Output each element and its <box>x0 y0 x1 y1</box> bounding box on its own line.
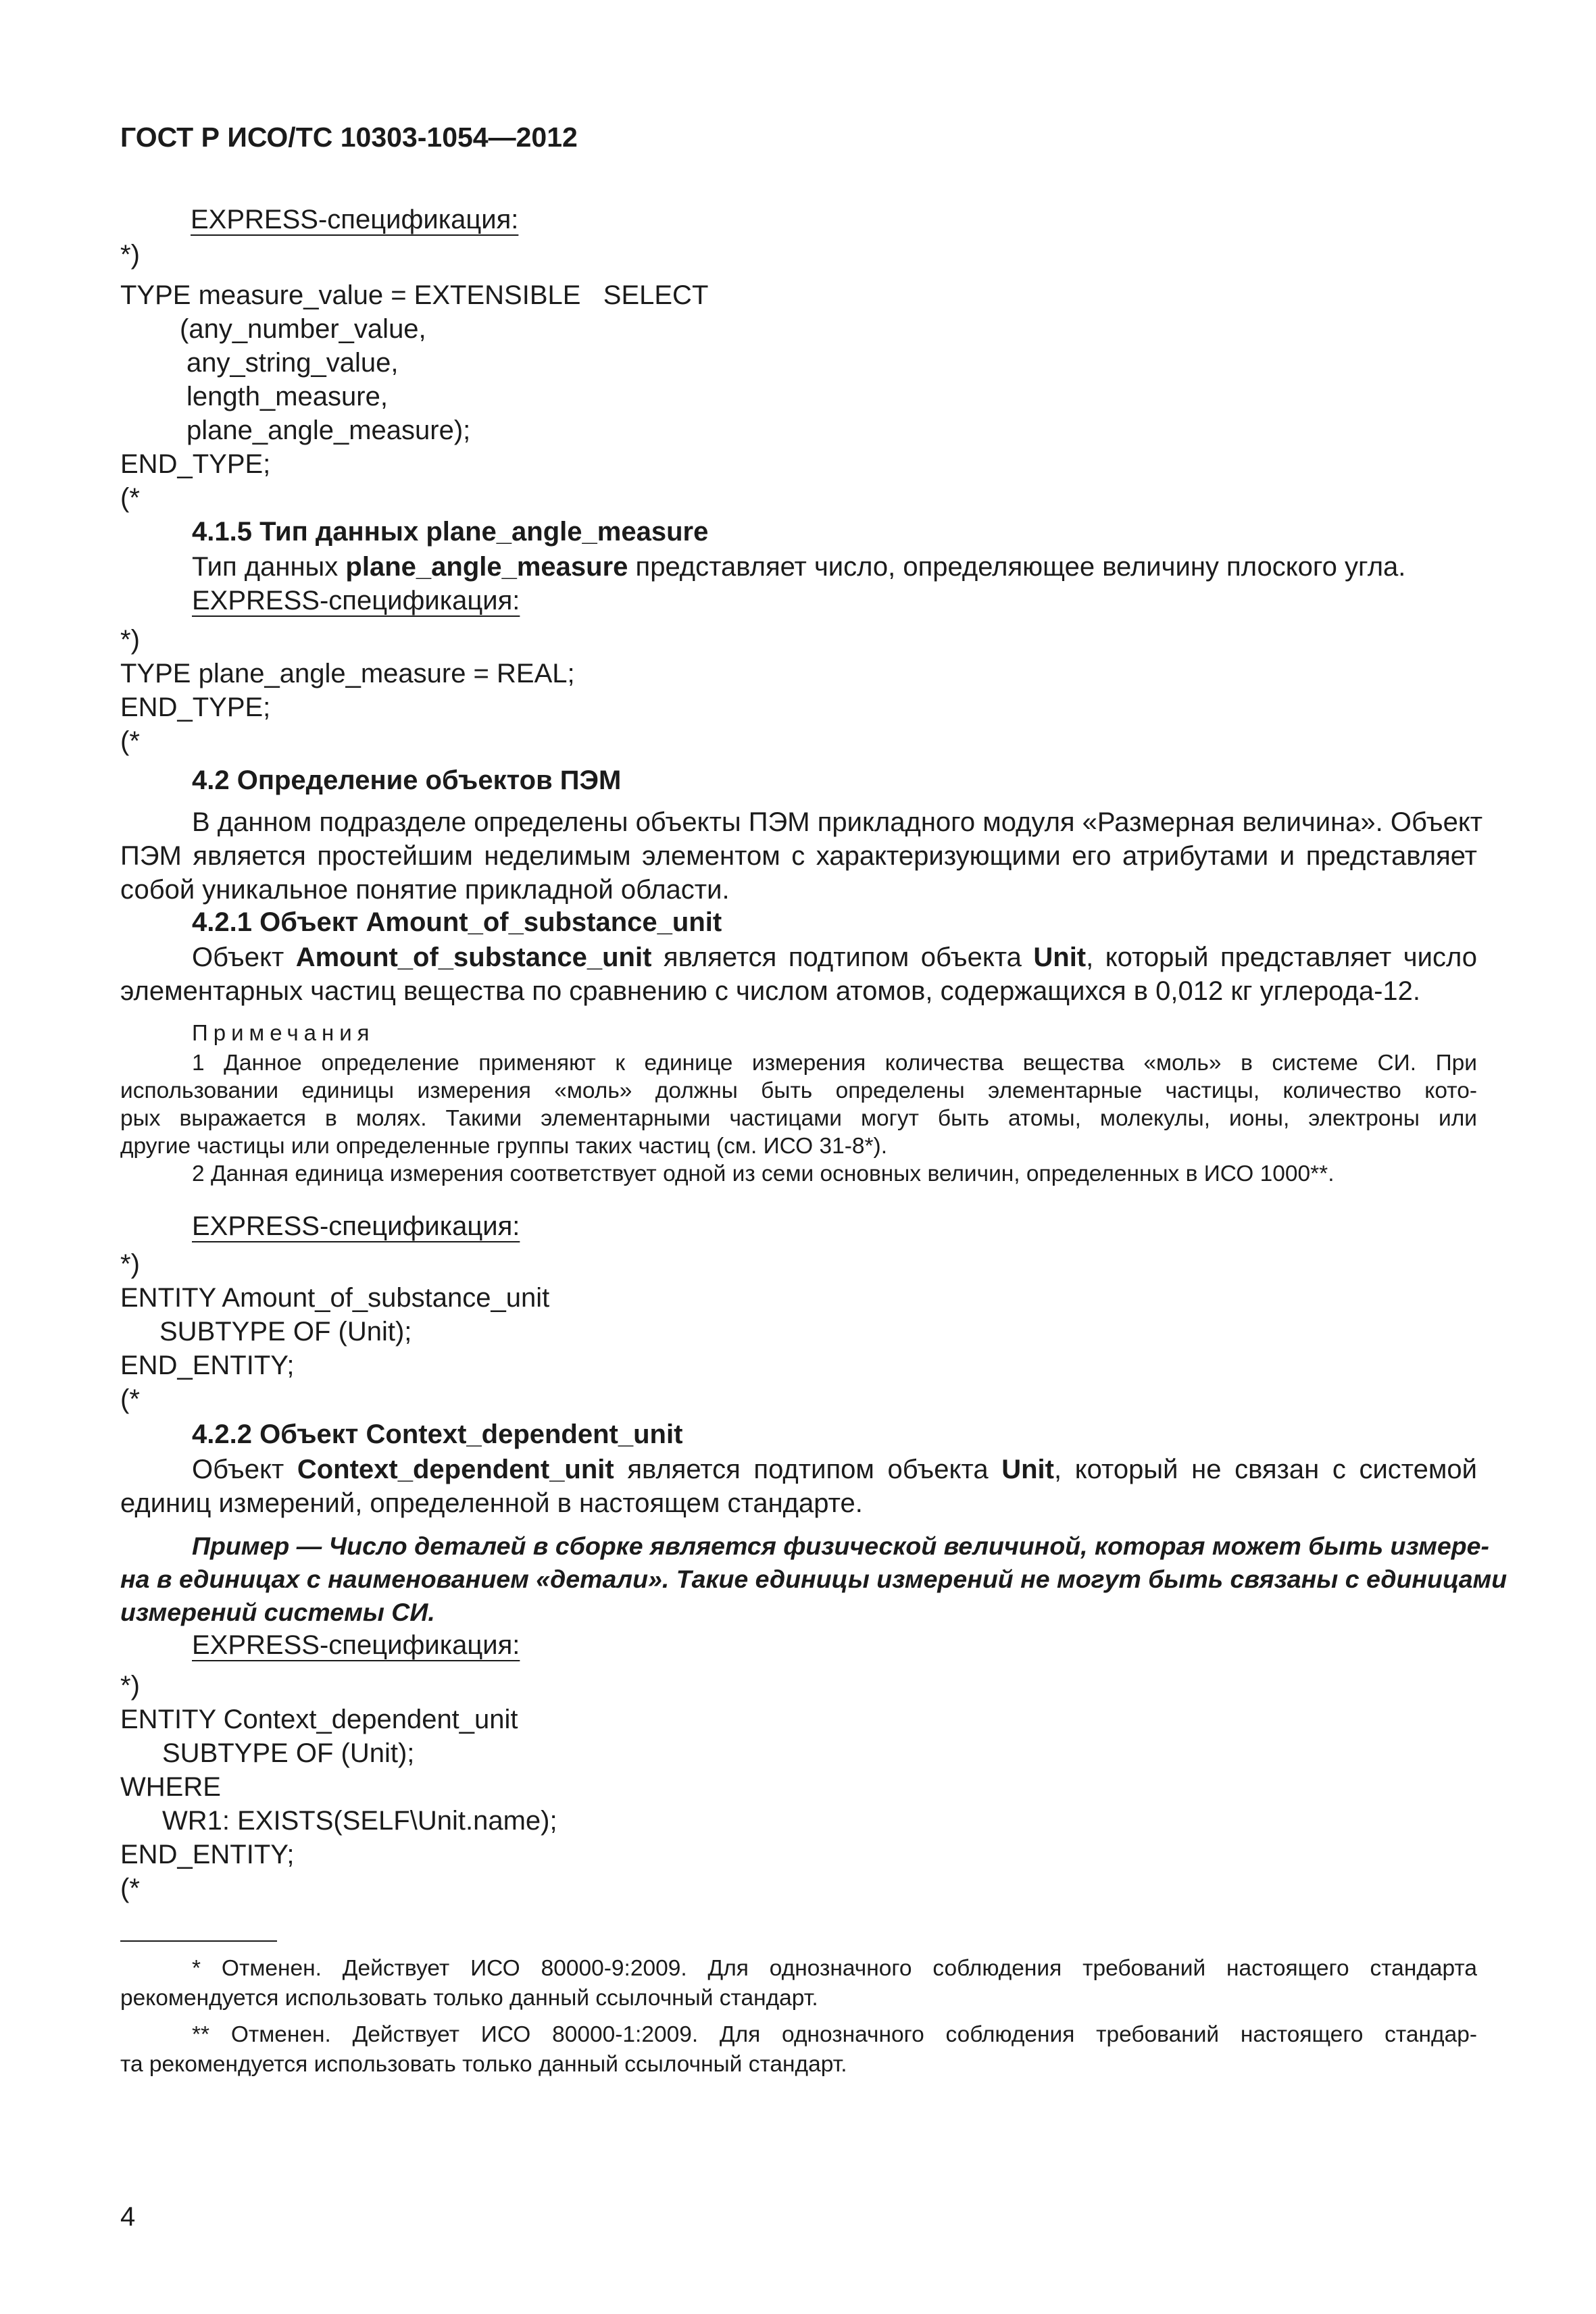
section-heading: 4.1.5 Тип данных plane_angle_measure <box>192 517 709 547</box>
code-line: *) <box>120 1671 140 1701</box>
code-line: (* <box>120 1873 140 1903</box>
express-label: EXPRESS-спецификация: <box>192 586 520 615</box>
code-line: WHERE <box>120 1772 221 1802</box>
section-heading: 4.2.2 Объект Context_dependent_unit <box>192 1419 683 1449</box>
paragraph: Тип данных plane_angle_measure представляет число, определяющее величину плоского угла. <box>192 552 1406 582</box>
code-line: SUBTYPE OF (Unit); <box>162 1738 415 1768</box>
page-number: 4 <box>120 2202 136 2232</box>
code-line: (* <box>120 483 140 513</box>
code-line: *) <box>120 240 140 270</box>
code-line: *) <box>120 1249 140 1279</box>
note-1: 1 Данное определение применяют к единице измерения количества вещества «моль» в системе СИ. При использовании единицы измерения «моль» должны быть определены элементарные частицы, количество кото- рых выражается в молях. Такими элементарными частицами могут быть атомы, молекулы, ионы, электроны или другие частицы или определенные группы таких частиц (см. ИСО 31-8*). <box>120 1051 1477 1159</box>
footnote-2: ** Отменен. Действует ИСО 80000-1:2009. Для однозначного соблюдения требований настоящего стандар- та рекомендуется использовать только данный ссылочный стандарт. <box>120 2022 1477 2077</box>
code-line: END_ENTITY; <box>120 1351 295 1380</box>
code-line: ENTITY Context_dependent_unit <box>120 1705 518 1734</box>
express-label: EXPRESS-спецификация: <box>192 1630 520 1660</box>
paragraph: Объект Context_dependent_unit является подтипом объекта Unit, который не связан с системой единиц измерений, определенной в настоящем стандарте. <box>120 1455 1477 1518</box>
code-line: *) <box>120 625 140 655</box>
express-label: EXPRESS-спецификация: <box>191 205 519 234</box>
code-line: (* <box>120 1384 140 1414</box>
example-text: Пример — Число деталей в сборке является физической величиной, которая может быть измере- на в единицах с наименованием «детали». Такие единицы измерений не могут быть связаны с единицами измерений системы СИ. <box>120 1532 1507 1626</box>
code-line: END_TYPE; <box>120 449 271 479</box>
code-line: END_TYPE; <box>120 693 271 722</box>
code-line: END_ENTITY; <box>120 1840 295 1869</box>
code-line: WR1: EXISTS(SELF\Unit.name); <box>162 1806 557 1836</box>
code-line: ENTITY Amount_of_substance_unit <box>120 1283 550 1313</box>
section-heading: 4.2 Определение объектов ПЭМ <box>192 765 622 795</box>
express-label: EXPRESS-спецификация: <box>192 1211 520 1241</box>
section-heading: 4.2.1 Объект Amount_of_substance_unit <box>192 907 722 937</box>
code-line: any_string_value, <box>186 348 399 378</box>
code-line: (any_number_value, <box>180 314 426 344</box>
notes-title: Примечания <box>192 1020 375 1045</box>
code-line: length_measure, <box>186 382 388 411</box>
paragraph: Объект Amount_of_substance_unit является подтипом объекта Unit, который представляет число элементарных частиц вещества по сравнению с числом атомов, содержащихся в 0,012 кг углерода-12. <box>120 942 1477 1006</box>
code-line: (* <box>120 726 140 756</box>
footnote-separator <box>120 1940 277 1942</box>
code-line: TYPE measure_value = EXTENSIBLE SELECT <box>120 280 709 310</box>
code-line: TYPE plane_angle_measure = REAL; <box>120 659 575 688</box>
code-line: SUBTYPE OF (Unit); <box>159 1317 412 1347</box>
footnote-1: * Отменен. Действует ИСО 80000-9:2009. Для однозначного соблюдения требований настоящего стандарта рекомендуется использовать только данный ссылочный стандарт. <box>120 1956 1477 2011</box>
code-line: plane_angle_measure); <box>186 416 471 445</box>
document-header: ГОСТ Р ИСО/ТС 10303-1054—2012 <box>120 122 578 153</box>
note-2: 2 Данная единица измерения соответствует одной из семи основных величин, определенных в ИСО 1000**. <box>192 1161 1335 1186</box>
paragraph: В данном подразделе определены объекты ПЭМ прикладного модуля «Размерная величина». Объект ПЭМ является простейшим неделимым элементом с характеризующими его атрибутами и представляет собой уникальное понятие прикладной области. <box>120 807 1483 905</box>
